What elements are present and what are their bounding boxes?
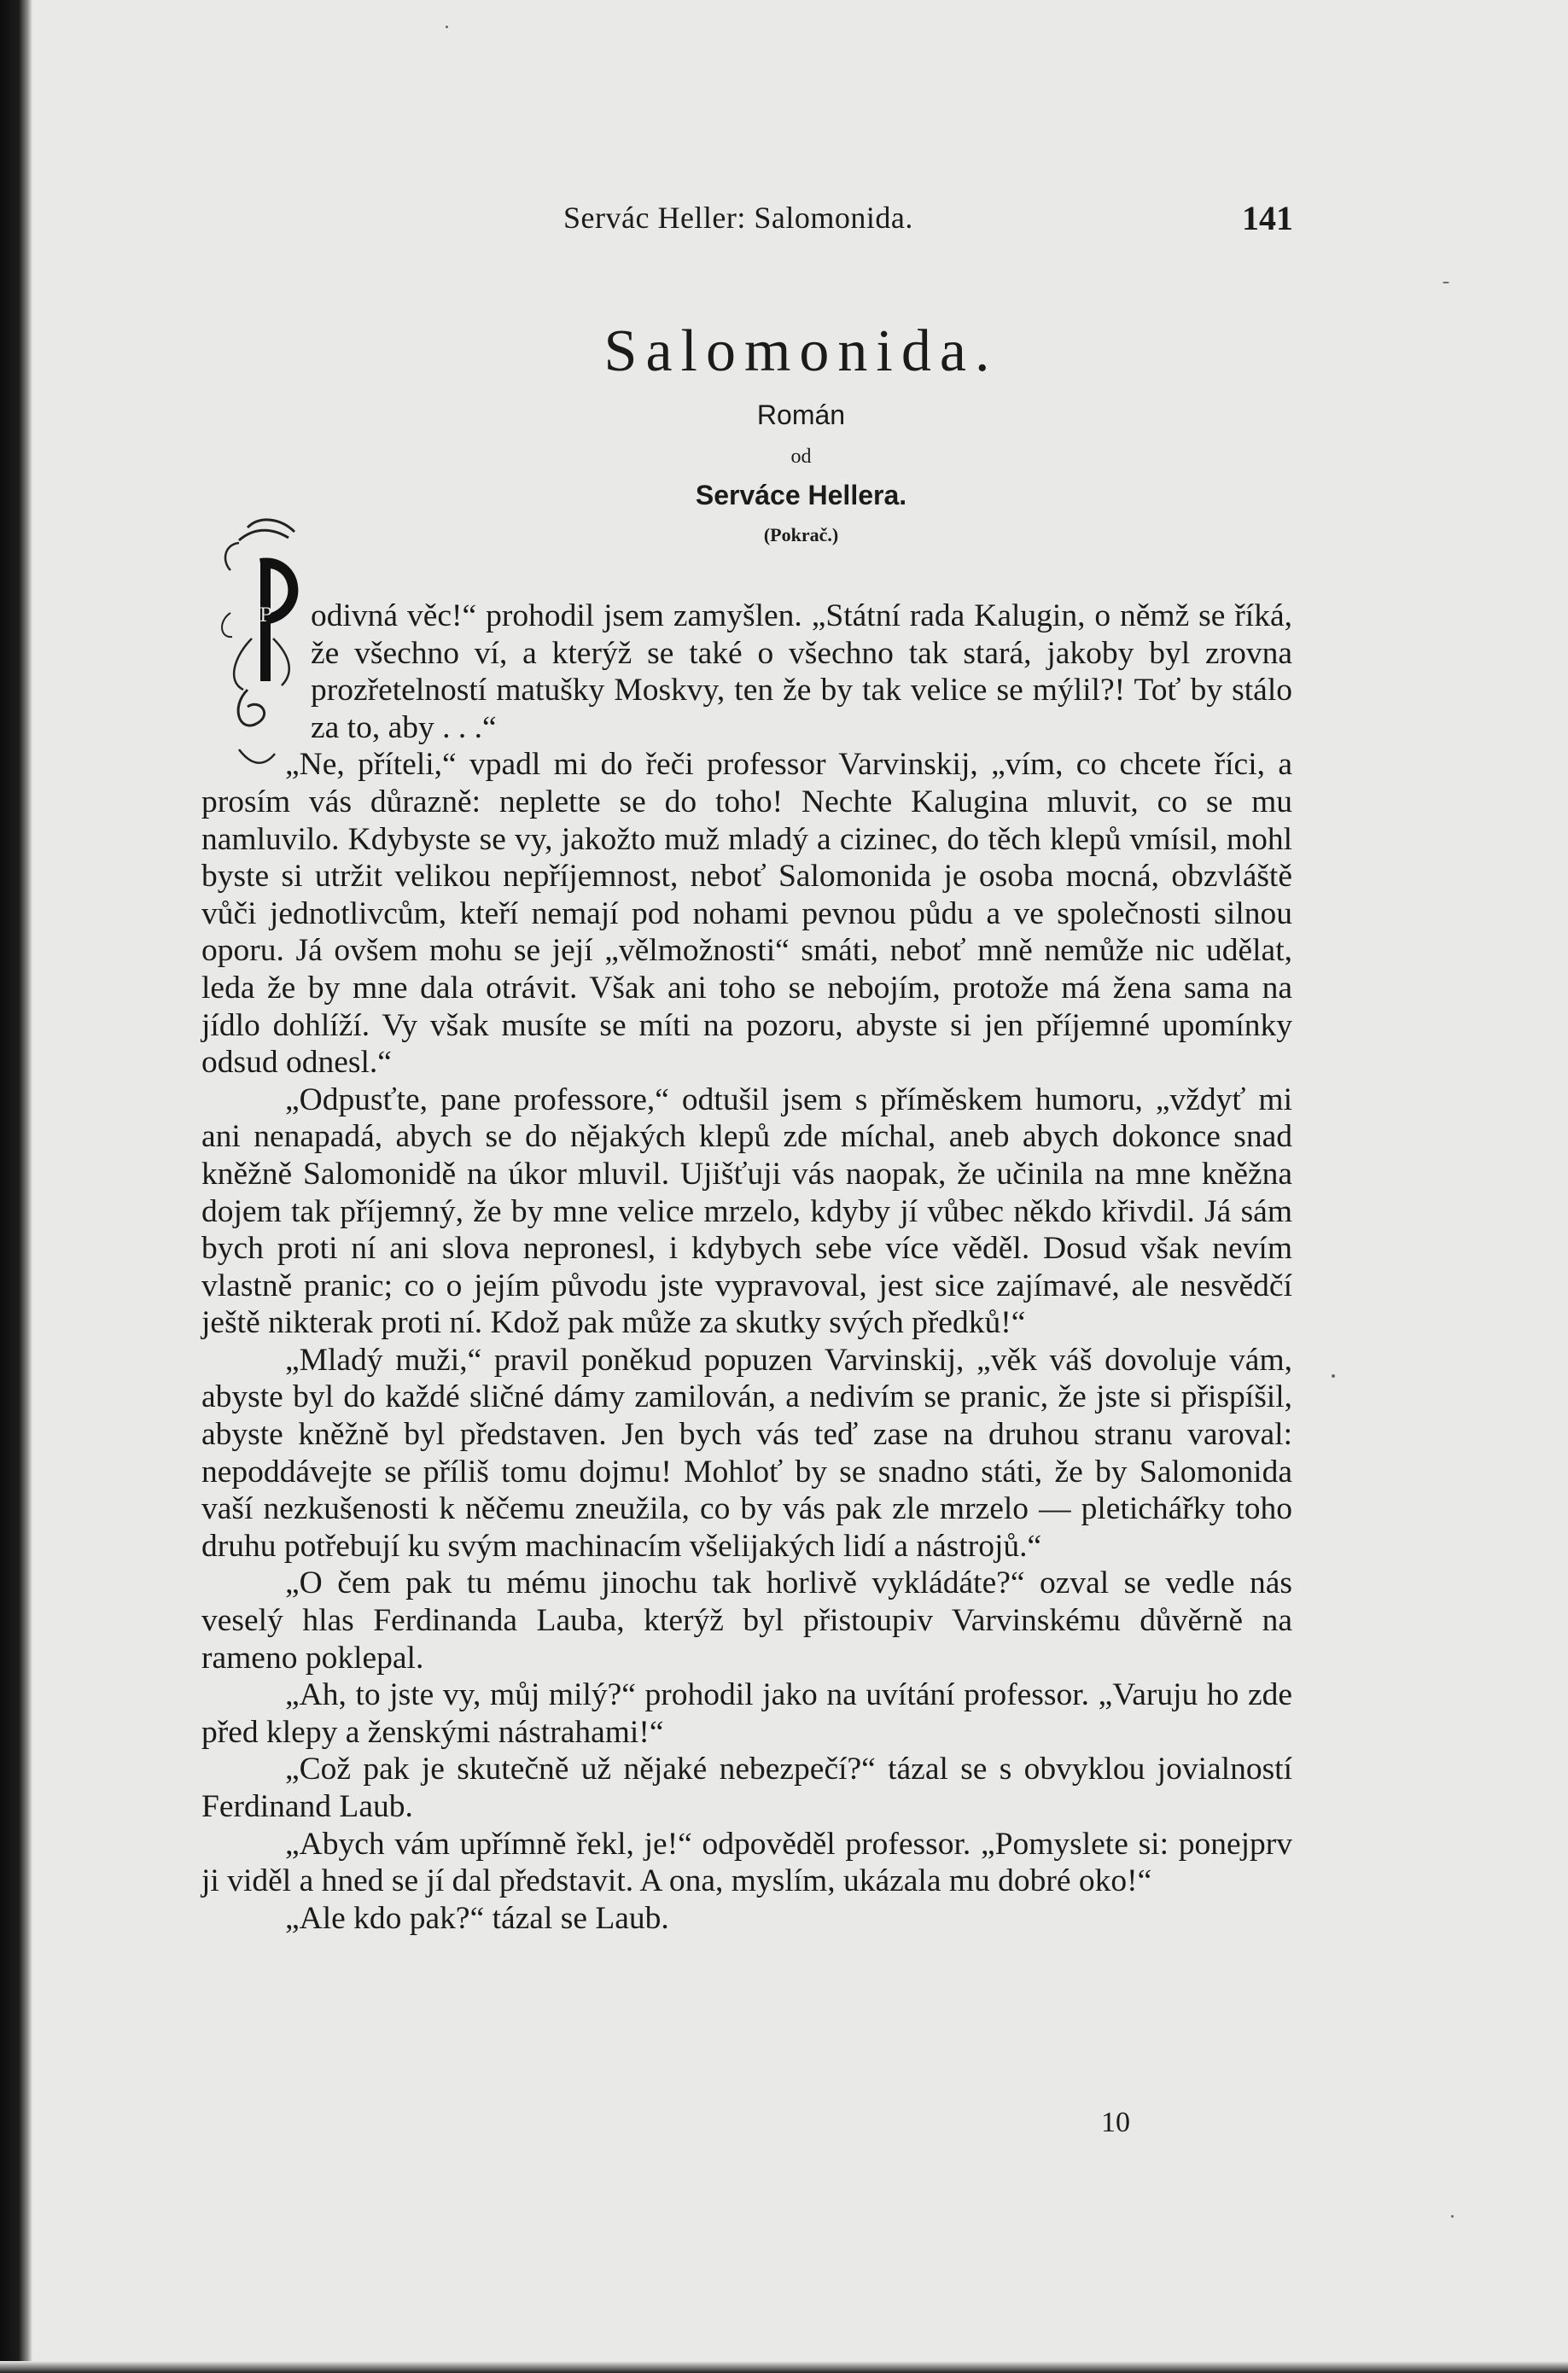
- continuation-note: (Pokrač.): [763, 524, 839, 545]
- paragraph: „Ale kdo pak?“ tázal se Laub.: [285, 1900, 669, 1936]
- paper-speck: [1451, 2215, 1454, 2218]
- paper-speck: [1332, 1374, 1335, 1378]
- signature-mark: 10: [1101, 2107, 1130, 2138]
- paragraph: „Což pak je skutečně už nějaké nebezpečí?“ tázal se s obvyklou jovialností Ferdinand Laub.: [201, 1752, 1292, 1824]
- chapter-title: Salomonida.: [603, 318, 999, 384]
- paragraph: „Odpusťte, pane professore,“ odtušil jsem s příměskem humoru, „vždyť mi ani nenapadá, abych se do nějakých klepů zde míchal, aneb abych dokonce snad kněžně Salomonidě na úkor mluvil. Ujišťuji vás naopak, že učinila na mne kněžna dojem tak příjemný, že by mne velice mrzelo, kdyby jí vůbec někdo křivdil. Já sám bych proti ní ani slova nepronesl, i kdybych sebe více věděl. Dosud však nevím vlastně pranic; co o jejím původu jste vypravoval, jest sice zajímavé, ale nesvědčí ještě nikterak proti ní. Kdož pak může za skutky svých předků!“: [201, 1082, 1292, 1341]
- byline-preposition: od: [790, 446, 812, 468]
- paragraph: „Mladý muži,“ pravil poněkud popuzen Varvinskij, „věk váš dovoluje vám, abyste byl do každé sličné dámy zamilován, a nedivím se pranic, že jste si přispíšil, abyste kněžně byl představen. Jen bych vás teď zase na druhou stranu varoval: nepoddávejte se příliš tomu dojmu! Mohloť by se snadno státi, že by Salomonida vaší nezkušenosti k něčemu zneužila, co by vás pak zle mrzelo — pletichářky toho druhu potřebují ku svým machinacím všelijakých lidí a nástrojů.“: [201, 1342, 1292, 1564]
- dropcap-letter: P: [259, 605, 272, 627]
- author-name: Serváce Hellera.: [695, 480, 907, 510]
- paragraph: odivná věc!“ prohodil jsem zamyšlen. „Státní rada Kalugin, o němž se říká, že všechno ví, a kterýž se také o všechno tak stará, jakoby byl zrovna prozřetelností matušky Moskvy, ten že by tak velice se mýlil?! Toť by stálo za to, aby . . .“: [311, 598, 1292, 745]
- page-number: 141: [1242, 199, 1293, 237]
- paragraph: „Abych vám upřímně řekl, je!“ odpověděl professor. „Pomyslete si: ponejprv ji viděl a hned se jí dal představit. A ona, myslím, ukázala mu dobré oko!“: [201, 1826, 1292, 1899]
- paragraph: „O čem pak tu mému jinochu tak horlivě vykládáte?“ ozval se vedle nás veselý hlas Ferdinanda Lauba, kterýž byl přistoupiv Varvinskému důvěrně na rameno poklepal.: [201, 1565, 1292, 1676]
- paper-speck: [446, 26, 448, 28]
- page-bottom-edge: [0, 2361, 1568, 2373]
- paper-speck: [1443, 282, 1449, 283]
- running-header: Servác Heller: Salomonida.: [563, 201, 913, 235]
- paragraph: „Ah, to jste vy, můj milý?“ prohodil jako na uvítání professor. „Varuju ho zde před klepy a ženskými nástrahami!“: [201, 1677, 1292, 1750]
- genre-subtitle: Román: [756, 399, 846, 430]
- paragraph: „Ne, příteli,“ vpadl mi do řeči professor Varvinskij, „vím, co chcete říci, a prosím vás důrazně: neplette se do toho! Nechte Kalugina mluvit, co se mu namluvilo. Kdybyste se vy, jakožto muž mladý a cizinec, do těch klepů vmísil, mohl byste si utržit velikou nepříjemnost, neboť Salomonida je osoba mocná, obzvláště vůči jednotlivcům, kteří nemají pod nohami pevnou půdu a ve společnosti silnou oporu. Já ovšem mohu se její „vělmožnosti“ smáti, neboť mně nemůže nic udělat, leda že by mne dala otrávit. Však ani toho se nebojím, protože má žena sama na jídlo dohlíží. Vy však musíte se míti na pozoru, abyste si jen příjemné upomínky odsud odnesl.“: [201, 747, 1292, 1081]
- article-body: [201, 598, 1292, 1937]
